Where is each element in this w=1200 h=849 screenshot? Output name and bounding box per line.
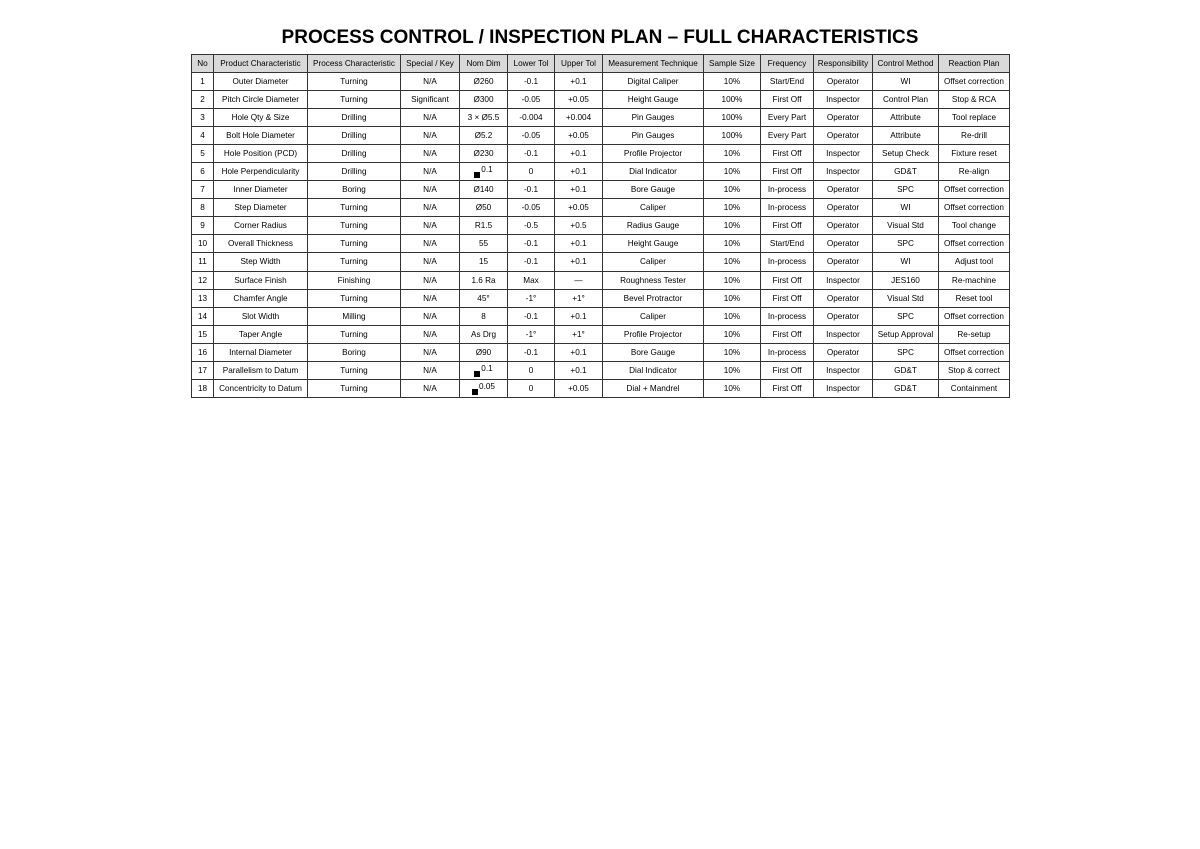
product-characteristic-cell: Outer Diameter	[214, 72, 308, 90]
row-number-cell: 7	[192, 181, 214, 199]
nominal-dimension-cell: Ø5.2	[460, 126, 508, 144]
product-characteristic-cell: Bolt Hole Diameter	[214, 126, 308, 144]
upper-tolerance-cell: +0.1	[555, 307, 603, 325]
table-row	[192, 325, 1010, 343]
upper-tolerance-cell: +0.1	[555, 144, 603, 162]
control-method-cell: GD&T	[873, 162, 939, 180]
special-key-cell: N/A	[401, 343, 460, 361]
product-characteristic-cell: Concentricity to Datum	[214, 380, 308, 398]
product-characteristic-cell: Overall Thickness	[214, 235, 308, 253]
responsibility-cell: Operator	[814, 126, 873, 144]
process-characteristic-cell: Boring	[308, 181, 401, 199]
lower-tolerance-cell: -0.05	[508, 199, 555, 217]
row-number-cell: 8	[192, 199, 214, 217]
nominal-dimension-cell: R1.5	[460, 217, 508, 235]
column-header: Upper Tol	[555, 55, 603, 73]
process-characteristic-cell: Turning	[308, 199, 401, 217]
upper-tolerance-cell: +1°	[555, 289, 603, 307]
upper-tolerance-cell: +0.05	[555, 126, 603, 144]
nominal-dimension-cell: 8	[460, 307, 508, 325]
gdt-symbol-icon	[474, 371, 480, 377]
control-method-cell: SPC	[873, 235, 939, 253]
frequency-cell: First Off	[761, 289, 814, 307]
lower-tolerance-cell: -0.5	[508, 217, 555, 235]
reaction-plan-cell: Offset correction	[939, 343, 1010, 361]
upper-tolerance-cell: —	[555, 271, 603, 289]
row-number-cell: 12	[192, 271, 214, 289]
measurement-technique-cell: Caliper	[603, 199, 704, 217]
reaction-plan-cell: Stop & RCA	[939, 90, 1010, 108]
frequency-cell: In-process	[761, 253, 814, 271]
responsibility-cell: Inspector	[814, 271, 873, 289]
table-row	[192, 72, 1010, 90]
reaction-plan-cell: Tool change	[939, 217, 1010, 235]
row-number-cell: 2	[192, 90, 214, 108]
sample-size-cell: 10%	[704, 144, 761, 162]
nominal-dimension-cell: 45°	[460, 289, 508, 307]
row-number-cell: 5	[192, 144, 214, 162]
nominal-dimension-cell: 55	[460, 235, 508, 253]
responsibility-cell: Inspector	[814, 380, 873, 398]
special-key-cell: N/A	[401, 217, 460, 235]
responsibility-cell: Operator	[814, 72, 873, 90]
reaction-plan-cell: Offset correction	[939, 181, 1010, 199]
measurement-technique-cell: Dial + Mandrel	[603, 380, 704, 398]
table-row	[192, 271, 1010, 289]
special-key-cell: N/A	[401, 380, 460, 398]
row-number-cell: 6	[192, 162, 214, 180]
reaction-plan-cell: Offset correction	[939, 235, 1010, 253]
responsibility-cell: Inspector	[814, 144, 873, 162]
control-method-cell: GD&T	[873, 380, 939, 398]
responsibility-cell: Operator	[814, 108, 873, 126]
product-characteristic-cell: Hole Perpendicularity	[214, 162, 308, 180]
responsibility-cell: Operator	[814, 307, 873, 325]
process-characteristic-cell: Turning	[308, 235, 401, 253]
sample-size-cell: 100%	[704, 126, 761, 144]
upper-tolerance-cell: +0.1	[555, 162, 603, 180]
column-header: Process Characteristic	[308, 55, 401, 73]
process-characteristic-cell: Turning	[308, 289, 401, 307]
upper-tolerance-cell: +0.05	[555, 380, 603, 398]
reaction-plan-cell: Offset correction	[939, 199, 1010, 217]
lower-tolerance-cell: -0.004	[508, 108, 555, 126]
control-method-cell: Visual Std	[873, 217, 939, 235]
lower-tolerance-cell: -1°	[508, 325, 555, 343]
row-number-cell: 3	[192, 108, 214, 126]
table-row	[192, 108, 1010, 126]
process-characteristic-cell: Turning	[308, 217, 401, 235]
row-number-cell: 18	[192, 380, 214, 398]
sample-size-cell: 10%	[704, 217, 761, 235]
special-key-cell: N/A	[401, 72, 460, 90]
frequency-cell: In-process	[761, 307, 814, 325]
row-number-cell: 10	[192, 235, 214, 253]
upper-tolerance-cell: +0.004	[555, 108, 603, 126]
nominal-value: 0.1	[481, 165, 493, 175]
lower-tolerance-cell: -0.1	[508, 72, 555, 90]
responsibility-cell: Operator	[814, 235, 873, 253]
page-title: PROCESS CONTROL / INSPECTION PLAN – FULL CHARACTERISTICS	[281, 27, 919, 48]
product-characteristic-cell: Slot Width	[214, 307, 308, 325]
frequency-cell: In-process	[761, 343, 814, 361]
gdt-symbol-icon	[474, 172, 480, 178]
column-header: Control Method	[873, 55, 939, 73]
sample-size-cell: 10%	[704, 235, 761, 253]
reaction-plan-cell: Containment	[939, 380, 1010, 398]
lower-tolerance-cell: -0.1	[508, 235, 555, 253]
control-method-cell: SPC	[873, 181, 939, 199]
reaction-plan-cell: Stop & correct	[939, 362, 1010, 380]
responsibility-cell: Inspector	[814, 325, 873, 343]
process-characteristic-cell: Drilling	[308, 162, 401, 180]
measurement-technique-cell: Bore Gauge	[603, 343, 704, 361]
column-header: Special / Key	[401, 55, 460, 73]
control-method-cell: Visual Std	[873, 289, 939, 307]
control-method-cell: WI	[873, 72, 939, 90]
product-characteristic-cell: Hole Position (PCD)	[214, 144, 308, 162]
lower-tolerance-cell: -0.1	[508, 253, 555, 271]
row-number-cell: 16	[192, 343, 214, 361]
measurement-technique-cell: Bevel Protractor	[603, 289, 704, 307]
special-key-cell: N/A	[401, 126, 460, 144]
control-method-cell: JES160	[873, 271, 939, 289]
upper-tolerance-cell: +0.1	[555, 235, 603, 253]
lower-tolerance-cell: -0.1	[508, 144, 555, 162]
nominal-dimension-cell: Ø230	[460, 144, 508, 162]
measurement-technique-cell: Dial Indicator	[603, 162, 704, 180]
lower-tolerance-cell: -0.1	[508, 343, 555, 361]
reaction-plan-cell: Re-machine	[939, 271, 1010, 289]
frequency-cell: First Off	[761, 217, 814, 235]
measurement-technique-cell: Height Gauge	[603, 235, 704, 253]
control-method-cell: Setup Approval	[873, 325, 939, 343]
nominal-dimension-cell: Ø50	[460, 199, 508, 217]
table-row	[192, 343, 1010, 361]
upper-tolerance-cell: +0.05	[555, 199, 603, 217]
inspection-plan-table	[191, 54, 1010, 398]
table-row	[192, 162, 1010, 180]
responsibility-cell: Operator	[814, 199, 873, 217]
sample-size-cell: 10%	[704, 362, 761, 380]
reaction-plan-cell: Adjust tool	[939, 253, 1010, 271]
upper-tolerance-cell: +0.1	[555, 343, 603, 361]
sample-size-cell: 10%	[704, 271, 761, 289]
table-row	[192, 307, 1010, 325]
reaction-plan-cell: Re-setup	[939, 325, 1010, 343]
special-key-cell: N/A	[401, 325, 460, 343]
product-characteristic-cell: Corner Radius	[214, 217, 308, 235]
process-characteristic-cell: Turning	[308, 90, 401, 108]
measurement-technique-cell: Profile Projector	[603, 325, 704, 343]
row-number-cell: 15	[192, 325, 214, 343]
upper-tolerance-cell: +0.5	[555, 217, 603, 235]
sample-size-cell: 10%	[704, 162, 761, 180]
frequency-cell: First Off	[761, 144, 814, 162]
upper-tolerance-cell: +0.1	[555, 72, 603, 90]
table-row	[192, 235, 1010, 253]
column-header: Reaction Plan	[939, 55, 1010, 73]
nominal-value: 0.1	[481, 364, 493, 374]
lower-tolerance-cell: 0	[508, 362, 555, 380]
frequency-cell: Every Part	[761, 126, 814, 144]
table-row	[192, 217, 1010, 235]
control-method-cell: Attribute	[873, 126, 939, 144]
table-row	[192, 380, 1010, 398]
lower-tolerance-cell: -0.05	[508, 126, 555, 144]
product-characteristic-cell: Parallelism to Datum	[214, 362, 308, 380]
row-number-cell: 17	[192, 362, 214, 380]
gdt-symbol-icon	[472, 389, 478, 395]
table-body	[192, 72, 1010, 398]
row-number-cell: 1	[192, 72, 214, 90]
nominal-dimension-cell: Ø300	[460, 90, 508, 108]
responsibility-cell: Operator	[814, 343, 873, 361]
nominal-dimension-cell: 3 × Ø5.5	[460, 108, 508, 126]
special-key-cell: N/A	[401, 307, 460, 325]
frequency-cell: First Off	[761, 362, 814, 380]
lower-tolerance-cell: -0.1	[508, 307, 555, 325]
reaction-plan-cell: Offset correction	[939, 72, 1010, 90]
column-header: Lower Tol	[508, 55, 555, 73]
row-number-cell: 9	[192, 217, 214, 235]
table-row	[192, 199, 1010, 217]
sample-size-cell: 10%	[704, 253, 761, 271]
special-key-cell: N/A	[401, 289, 460, 307]
product-characteristic-cell: Pitch Circle Diameter	[214, 90, 308, 108]
reaction-plan-cell: Reset tool	[939, 289, 1010, 307]
responsibility-cell: Operator	[814, 289, 873, 307]
lower-tolerance-cell: Max	[508, 271, 555, 289]
measurement-technique-cell: Roughness Tester	[603, 271, 704, 289]
measurement-technique-cell: Radius Gauge	[603, 217, 704, 235]
process-characteristic-cell: Turning	[308, 380, 401, 398]
measurement-technique-cell: Height Gauge	[603, 90, 704, 108]
nominal-dimension-cell: 1.6 Ra	[460, 271, 508, 289]
table-row	[192, 289, 1010, 307]
sample-size-cell: 10%	[704, 72, 761, 90]
row-number-cell: 14	[192, 307, 214, 325]
measurement-technique-cell: Profile Projector	[603, 144, 704, 162]
upper-tolerance-cell: +1°	[555, 325, 603, 343]
control-method-cell: Attribute	[873, 108, 939, 126]
nominal-dimension-cell	[460, 162, 508, 180]
reaction-plan-cell: Tool replace	[939, 108, 1010, 126]
frequency-cell: In-process	[761, 181, 814, 199]
special-key-cell: N/A	[401, 271, 460, 289]
process-characteristic-cell: Turning	[308, 325, 401, 343]
responsibility-cell: Inspector	[814, 162, 873, 180]
measurement-technique-cell: Caliper	[603, 307, 704, 325]
control-method-cell: GD&T	[873, 362, 939, 380]
frequency-cell: In-process	[761, 199, 814, 217]
control-method-cell: WI	[873, 199, 939, 217]
process-characteristic-cell: Turning	[308, 362, 401, 380]
product-characteristic-cell: Internal Diameter	[214, 343, 308, 361]
column-header: Nom Dim	[460, 55, 508, 73]
row-number-cell: 13	[192, 289, 214, 307]
frequency-cell: First Off	[761, 162, 814, 180]
sample-size-cell: 10%	[704, 199, 761, 217]
special-key-cell: N/A	[401, 144, 460, 162]
row-number-cell: 11	[192, 253, 214, 271]
upper-tolerance-cell: +0.05	[555, 90, 603, 108]
lower-tolerance-cell: 0	[508, 162, 555, 180]
special-key-cell: Significant	[401, 90, 460, 108]
sample-size-cell: 10%	[704, 289, 761, 307]
sample-size-cell: 10%	[704, 307, 761, 325]
process-characteristic-cell: Drilling	[308, 144, 401, 162]
sample-size-cell: 10%	[704, 343, 761, 361]
sample-size-cell: 10%	[704, 181, 761, 199]
column-header: No	[192, 55, 214, 73]
upper-tolerance-cell: +0.1	[555, 362, 603, 380]
nominal-dimension-cell	[460, 380, 508, 398]
upper-tolerance-cell: +0.1	[555, 253, 603, 271]
special-key-cell: N/A	[401, 108, 460, 126]
row-number-cell: 4	[192, 126, 214, 144]
nominal-dimension-cell: 15	[460, 253, 508, 271]
process-characteristic-cell: Drilling	[308, 126, 401, 144]
column-header: Frequency	[761, 55, 814, 73]
process-characteristic-cell: Turning	[308, 72, 401, 90]
table-row	[192, 90, 1010, 108]
special-key-cell: N/A	[401, 253, 460, 271]
lower-tolerance-cell: -0.05	[508, 90, 555, 108]
responsibility-cell: Inspector	[814, 90, 873, 108]
product-characteristic-cell: Chamfer Angle	[214, 289, 308, 307]
responsibility-cell: Operator	[814, 181, 873, 199]
table-row	[192, 181, 1010, 199]
table-header-row	[192, 55, 1010, 73]
responsibility-cell: Operator	[814, 253, 873, 271]
product-characteristic-cell: Inner Diameter	[214, 181, 308, 199]
column-header: Measurement Technique	[603, 55, 704, 73]
process-characteristic-cell: Finishing	[308, 271, 401, 289]
measurement-technique-cell: Dial Indicator	[603, 362, 704, 380]
sample-size-cell: 100%	[704, 108, 761, 126]
control-method-cell: Control Plan	[873, 90, 939, 108]
nominal-dimension-cell: Ø140	[460, 181, 508, 199]
table-row	[192, 126, 1010, 144]
product-characteristic-cell: Surface Finish	[214, 271, 308, 289]
table-row	[192, 253, 1010, 271]
table-row	[192, 144, 1010, 162]
sample-size-cell: 10%	[704, 380, 761, 398]
frequency-cell: First Off	[761, 325, 814, 343]
measurement-technique-cell: Pin Gauges	[603, 108, 704, 126]
reaction-plan-cell: Re-drill	[939, 126, 1010, 144]
nominal-value: 0.05	[479, 382, 495, 392]
reaction-plan-cell: Fixture reset	[939, 144, 1010, 162]
lower-tolerance-cell: 0	[508, 380, 555, 398]
frequency-cell: Start/End	[761, 72, 814, 90]
special-key-cell: N/A	[401, 199, 460, 217]
measurement-technique-cell: Bore Gauge	[603, 181, 704, 199]
lower-tolerance-cell: -1°	[508, 289, 555, 307]
special-key-cell: N/A	[401, 181, 460, 199]
process-characteristic-cell: Boring	[308, 343, 401, 361]
lower-tolerance-cell: -0.1	[508, 181, 555, 199]
process-characteristic-cell: Milling	[308, 307, 401, 325]
nominal-dimension-cell: As Drg	[460, 325, 508, 343]
control-method-cell: Setup Check	[873, 144, 939, 162]
nominal-dimension-cell	[460, 362, 508, 380]
special-key-cell: N/A	[401, 162, 460, 180]
product-characteristic-cell: Step Width	[214, 253, 308, 271]
control-method-cell: SPC	[873, 343, 939, 361]
measurement-technique-cell: Caliper	[603, 253, 704, 271]
responsibility-cell: Inspector	[814, 362, 873, 380]
special-key-cell: N/A	[401, 362, 460, 380]
frequency-cell: Start/End	[761, 235, 814, 253]
column-header: Responsibility	[814, 55, 873, 73]
measurement-technique-cell: Pin Gauges	[603, 126, 704, 144]
column-header: Sample Size	[704, 55, 761, 73]
column-header: Product Characteristic	[214, 55, 308, 73]
measurement-technique-cell: Digital Caliper	[603, 72, 704, 90]
product-characteristic-cell: Taper Angle	[214, 325, 308, 343]
frequency-cell: First Off	[761, 90, 814, 108]
process-characteristic-cell: Drilling	[308, 108, 401, 126]
process-characteristic-cell: Turning	[308, 253, 401, 271]
frequency-cell: First Off	[761, 271, 814, 289]
control-method-cell: WI	[873, 253, 939, 271]
frequency-cell: Every Part	[761, 108, 814, 126]
reaction-plan-cell: Offset correction	[939, 307, 1010, 325]
reaction-plan-cell: Re-align	[939, 162, 1010, 180]
sample-size-cell: 10%	[704, 325, 761, 343]
control-method-cell: SPC	[873, 307, 939, 325]
table-row	[192, 362, 1010, 380]
upper-tolerance-cell: +0.1	[555, 181, 603, 199]
sample-size-cell: 100%	[704, 90, 761, 108]
special-key-cell: N/A	[401, 235, 460, 253]
nominal-dimension-cell: Ø90	[460, 343, 508, 361]
product-characteristic-cell: Step Diameter	[214, 199, 308, 217]
responsibility-cell: Operator	[814, 217, 873, 235]
frequency-cell: First Off	[761, 380, 814, 398]
product-characteristic-cell: Hole Qty & Size	[214, 108, 308, 126]
nominal-dimension-cell: Ø260	[460, 72, 508, 90]
